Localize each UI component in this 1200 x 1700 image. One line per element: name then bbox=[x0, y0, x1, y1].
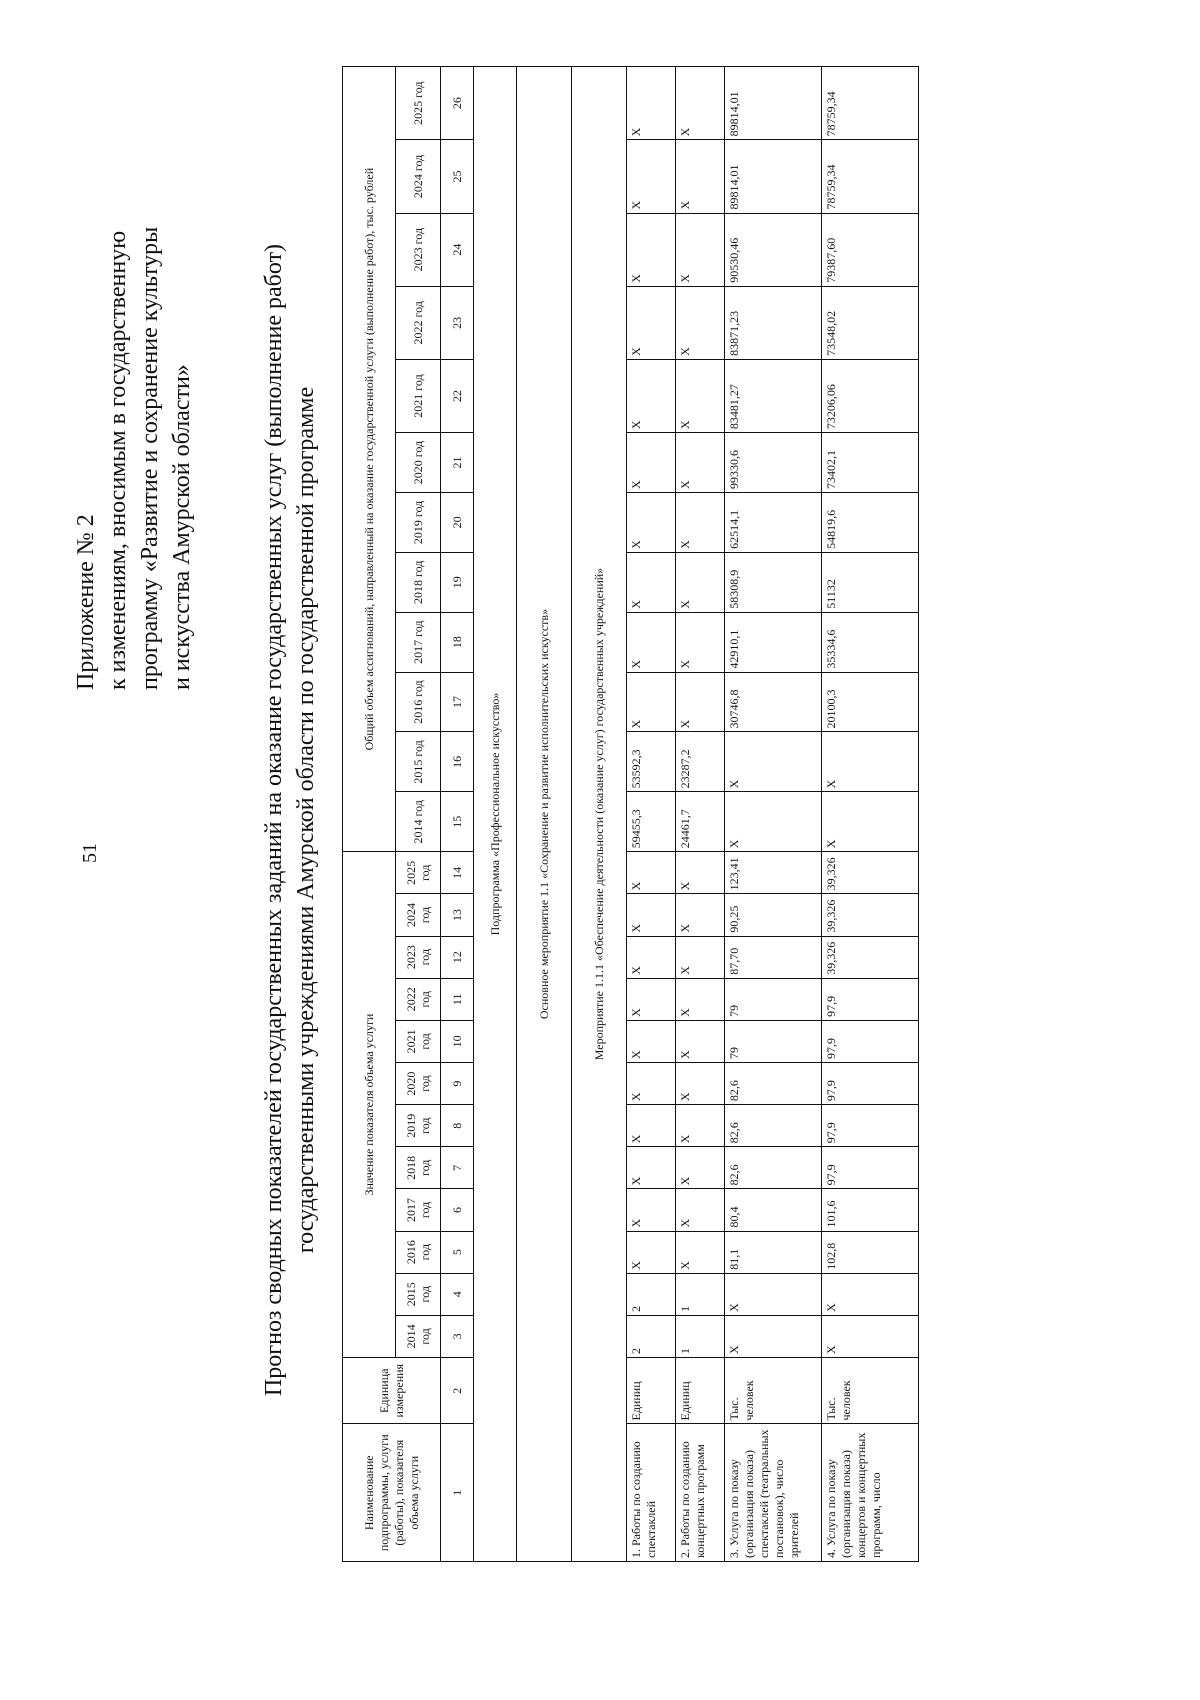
column-number-row bbox=[441, 67, 474, 1562]
table-cell: 79 bbox=[725, 1020, 822, 1062]
table-cell: Х bbox=[676, 1062, 725, 1104]
appendix-line: к изменениям, вносимым в государственную bbox=[105, 230, 131, 690]
table-cell: Х bbox=[676, 140, 725, 213]
column-number: 7 bbox=[441, 1147, 474, 1189]
finance-year-header: 2018 год bbox=[396, 552, 441, 612]
title-line: Прогноз сводных показателей государственных заданий на оказание государственных услуг (выполнение работ) bbox=[261, 243, 287, 1397]
table-cell: 89814,01 bbox=[725, 140, 822, 213]
table-cell: Х bbox=[627, 140, 676, 213]
table-cell: 82,6 bbox=[725, 1147, 822, 1189]
appendix-line: программу «Развитие и сохранение культуры bbox=[137, 226, 163, 690]
table-cell: 24461,7 bbox=[676, 792, 725, 852]
finance-year-header: 2015 год bbox=[396, 732, 441, 792]
column-number: 4 bbox=[441, 1273, 474, 1315]
table-cell: 78759,34 bbox=[822, 140, 919, 213]
table-cell: Х bbox=[627, 1105, 676, 1147]
row-name: 1. Работы по созданию спектаклей bbox=[627, 1424, 676, 1562]
column-number: 14 bbox=[441, 852, 474, 894]
table-cell: Х bbox=[676, 552, 725, 612]
table-cell: 79 bbox=[725, 978, 822, 1020]
column-number: 17 bbox=[441, 672, 474, 732]
volume-year-header: 2020 год bbox=[396, 1062, 441, 1104]
section-title: Мероприятие 1.1.1 «Обеспечение деятельности (оказание услуг) государственных учреждений» bbox=[572, 67, 627, 1562]
section-row bbox=[474, 67, 517, 1562]
table-cell: Х bbox=[725, 732, 822, 792]
table-cell: Х bbox=[627, 552, 676, 612]
row-unit: Тыс. человек bbox=[725, 1357, 822, 1424]
table-cell: Х bbox=[627, 936, 676, 978]
table-cell: 73206,06 bbox=[822, 359, 919, 432]
table-cell: 30746,8 bbox=[725, 672, 822, 732]
finance-year-header: 2014 год bbox=[396, 792, 441, 852]
table-cell: 39,326 bbox=[822, 936, 919, 978]
table-cell: Х bbox=[676, 978, 725, 1020]
column-number: 3 bbox=[441, 1315, 474, 1357]
table-cell: 97,9 bbox=[822, 978, 919, 1020]
table-cell: 39,326 bbox=[822, 894, 919, 936]
table-cell: Х bbox=[725, 1315, 822, 1357]
table-cell: Х bbox=[676, 359, 725, 432]
column-number: 13 bbox=[441, 894, 474, 936]
table-cell: 35334,6 bbox=[822, 612, 919, 672]
finance-year-header: 2017 год bbox=[396, 612, 441, 672]
table-cell: Х bbox=[627, 1189, 676, 1231]
table-cell: 1 bbox=[676, 1273, 725, 1315]
table-cell: Х bbox=[725, 1273, 822, 1315]
table-cell: 81,1 bbox=[725, 1231, 822, 1273]
header-name: Наименование подпрограммы, услуги (работы), показателя объема услуги bbox=[343, 1424, 441, 1562]
finance-year-header: 2016 год bbox=[396, 672, 441, 732]
table-cell: Х bbox=[676, 492, 725, 552]
column-number: 10 bbox=[441, 1020, 474, 1062]
volume-year-header: 2015 год bbox=[396, 1273, 441, 1315]
column-number: 22 bbox=[441, 359, 474, 432]
page-number: 51 bbox=[79, 843, 101, 863]
table-cell: Х bbox=[627, 492, 676, 552]
table-cell: 54819,6 bbox=[822, 492, 919, 552]
table-cell: 97,9 bbox=[822, 1105, 919, 1147]
volume-year-header: 2019 год bbox=[396, 1105, 441, 1147]
table-cell: Х bbox=[627, 359, 676, 432]
table-cell: Х bbox=[627, 1231, 676, 1273]
column-number: 11 bbox=[441, 978, 474, 1020]
finance-year-header: 2021 год bbox=[396, 359, 441, 432]
table-cell: 101,6 bbox=[822, 1189, 919, 1231]
table-cell: Х bbox=[627, 672, 676, 732]
table-cell: Х bbox=[725, 792, 822, 852]
table-cell: 82,6 bbox=[725, 1062, 822, 1104]
volume-year-header: 2016 год bbox=[396, 1231, 441, 1273]
table-cell: Х bbox=[676, 67, 725, 140]
table-cell: 42910,1 bbox=[725, 612, 822, 672]
table-cell: 99330,6 bbox=[725, 433, 822, 493]
volume-year-header: 2017 год bbox=[396, 1189, 441, 1231]
header-years-row bbox=[396, 67, 441, 1562]
column-number: 6 bbox=[441, 1189, 474, 1231]
table-cell: Х bbox=[627, 852, 676, 894]
table-cell: 20100,3 bbox=[822, 672, 919, 732]
row-unit: Единиц bbox=[627, 1357, 676, 1424]
table-cell: 97,9 bbox=[822, 1062, 919, 1104]
header-row bbox=[343, 67, 396, 1562]
table-cell: Х bbox=[676, 1189, 725, 1231]
rotated-page-content bbox=[70, 30, 1130, 1670]
table-cell: 23287,2 bbox=[676, 732, 725, 792]
table-cell: 80,4 bbox=[725, 1189, 822, 1231]
table-cell: 102,8 bbox=[822, 1231, 919, 1273]
column-number: 16 bbox=[441, 732, 474, 792]
table-cell: 89814,01 bbox=[725, 67, 822, 140]
appendix-line: Приложение № 2 bbox=[73, 514, 99, 690]
table-cell: Х bbox=[676, 936, 725, 978]
finance-year-header: 2024 год bbox=[396, 140, 441, 213]
column-number: 20 bbox=[441, 492, 474, 552]
row-name: 2. Работы по созданию концертных программ bbox=[676, 1424, 725, 1562]
table-cell: Х bbox=[627, 894, 676, 936]
column-number: 23 bbox=[441, 286, 474, 359]
table-cell: Х bbox=[822, 732, 919, 792]
column-number: 1 bbox=[441, 1424, 474, 1562]
table-cell: 73548,02 bbox=[822, 286, 919, 359]
table-cell: Х bbox=[676, 852, 725, 894]
volume-year-header: 2018 год bbox=[396, 1147, 441, 1189]
table-cell: 123,41 bbox=[725, 852, 822, 894]
table-cell: Х bbox=[627, 67, 676, 140]
column-number: 8 bbox=[441, 1105, 474, 1147]
volume-year-header: 2014 год bbox=[396, 1315, 441, 1357]
table-cell: 51132 bbox=[822, 552, 919, 612]
column-number: 25 bbox=[441, 140, 474, 213]
table-cell: 1 bbox=[676, 1315, 725, 1357]
table-cell: Х bbox=[676, 1147, 725, 1189]
document-title bbox=[258, 30, 322, 1610]
appendix-line: и искусства Амурской области» bbox=[169, 364, 195, 690]
row-unit: Единиц bbox=[676, 1357, 725, 1424]
volume-year-header: 2022 год bbox=[396, 978, 441, 1020]
table-cell: Х bbox=[627, 213, 676, 286]
table-cell: Х bbox=[676, 433, 725, 493]
table-cell: 59455,3 bbox=[627, 792, 676, 852]
section-title: Основное мероприятие 1.1 «Сохранение и развитие исполнительских искусств» bbox=[517, 67, 572, 1562]
table-cell: 97,9 bbox=[822, 1020, 919, 1062]
row-name: 4. Услуга по показу (организация показа) концертов и концертных программ, число bbox=[822, 1424, 919, 1562]
table-cell: Х bbox=[676, 286, 725, 359]
table-cell: Х bbox=[676, 672, 725, 732]
table-cell: 83871,23 bbox=[725, 286, 822, 359]
table-cell: 58308,9 bbox=[725, 552, 822, 612]
column-number: 15 bbox=[441, 792, 474, 852]
table-cell: Х bbox=[676, 213, 725, 286]
table-cell: Х bbox=[627, 1062, 676, 1104]
table-cell: Х bbox=[676, 1105, 725, 1147]
table-cell: Х bbox=[627, 612, 676, 672]
volume-year-header: 2025 год bbox=[396, 852, 441, 894]
table-cell: 62514,1 bbox=[725, 492, 822, 552]
table-row bbox=[822, 67, 919, 1562]
table-cell: 53592,3 bbox=[627, 732, 676, 792]
table-row bbox=[676, 67, 725, 1562]
table-cell: Х bbox=[627, 978, 676, 1020]
table-cell: 83481,27 bbox=[725, 359, 822, 432]
indicators-table bbox=[342, 66, 919, 1562]
table-cell: Х bbox=[822, 792, 919, 852]
volume-year-header: 2024 год bbox=[396, 894, 441, 936]
table-cell: 82,6 bbox=[725, 1105, 822, 1147]
table-cell: 90530,46 bbox=[725, 213, 822, 286]
table-cell: 2 bbox=[627, 1273, 676, 1315]
table-cell: Х bbox=[627, 433, 676, 493]
column-number: 9 bbox=[441, 1062, 474, 1104]
column-number: 24 bbox=[441, 213, 474, 286]
row-unit: Тыс. человек bbox=[822, 1357, 919, 1424]
finance-year-header: 2022 год bbox=[396, 286, 441, 359]
table-cell: Х bbox=[676, 894, 725, 936]
finance-year-header: 2019 год bbox=[396, 492, 441, 552]
title-line: государственными учреждениями Амурской области по государственной программе bbox=[293, 386, 319, 1254]
table-cell: 87,70 bbox=[725, 936, 822, 978]
finance-year-header: 2023 год bbox=[396, 213, 441, 286]
table-cell: Х bbox=[627, 286, 676, 359]
appendix-header bbox=[70, 70, 198, 1670]
table-cell: Х bbox=[676, 612, 725, 672]
column-number: 19 bbox=[441, 552, 474, 612]
column-number: 18 bbox=[441, 612, 474, 672]
column-number: 21 bbox=[441, 433, 474, 493]
header-finance: Общий объем ассигнований, направленный на оказание государственной услуги (выполнение работ), тыс. рублей bbox=[343, 67, 396, 852]
table-cell: Х bbox=[822, 1315, 919, 1357]
header-volume: Значение показателя объема услуги bbox=[343, 852, 396, 1358]
table-cell: 97,9 bbox=[822, 1147, 919, 1189]
row-name: 3. Услуга по показу (организация показа) спектаклей (театральных постановок), число зрителей bbox=[725, 1424, 822, 1562]
volume-year-header: 2021 год bbox=[396, 1020, 441, 1062]
section-row bbox=[572, 67, 627, 1562]
table-cell: 39,326 bbox=[822, 852, 919, 894]
column-number: 26 bbox=[441, 67, 474, 140]
volume-year-header: 2023 год bbox=[396, 936, 441, 978]
table-cell: 73402,1 bbox=[822, 433, 919, 493]
table-cell: Х bbox=[822, 1273, 919, 1315]
column-number: 2 bbox=[441, 1357, 474, 1424]
header-unit: Единица измерения bbox=[343, 1357, 441, 1424]
table-cell: Х bbox=[676, 1231, 725, 1273]
table-cell: Х bbox=[676, 1020, 725, 1062]
table-cell: 2 bbox=[627, 1315, 676, 1357]
table-cell: Х bbox=[627, 1020, 676, 1062]
finance-year-header: 2020 год bbox=[396, 433, 441, 493]
section-row bbox=[517, 67, 572, 1562]
table-row bbox=[627, 67, 676, 1562]
column-number: 12 bbox=[441, 936, 474, 978]
section-title: Подпрограмма «Профессиональное искусство» bbox=[474, 67, 517, 1562]
table-cell: Х bbox=[627, 1147, 676, 1189]
finance-year-header: 2025 год bbox=[396, 67, 441, 140]
table-cell: 79387,60 bbox=[822, 213, 919, 286]
table-cell: 90,25 bbox=[725, 894, 822, 936]
table-cell: 78759,34 bbox=[822, 67, 919, 140]
column-number: 5 bbox=[441, 1231, 474, 1273]
table-row bbox=[725, 67, 822, 1562]
